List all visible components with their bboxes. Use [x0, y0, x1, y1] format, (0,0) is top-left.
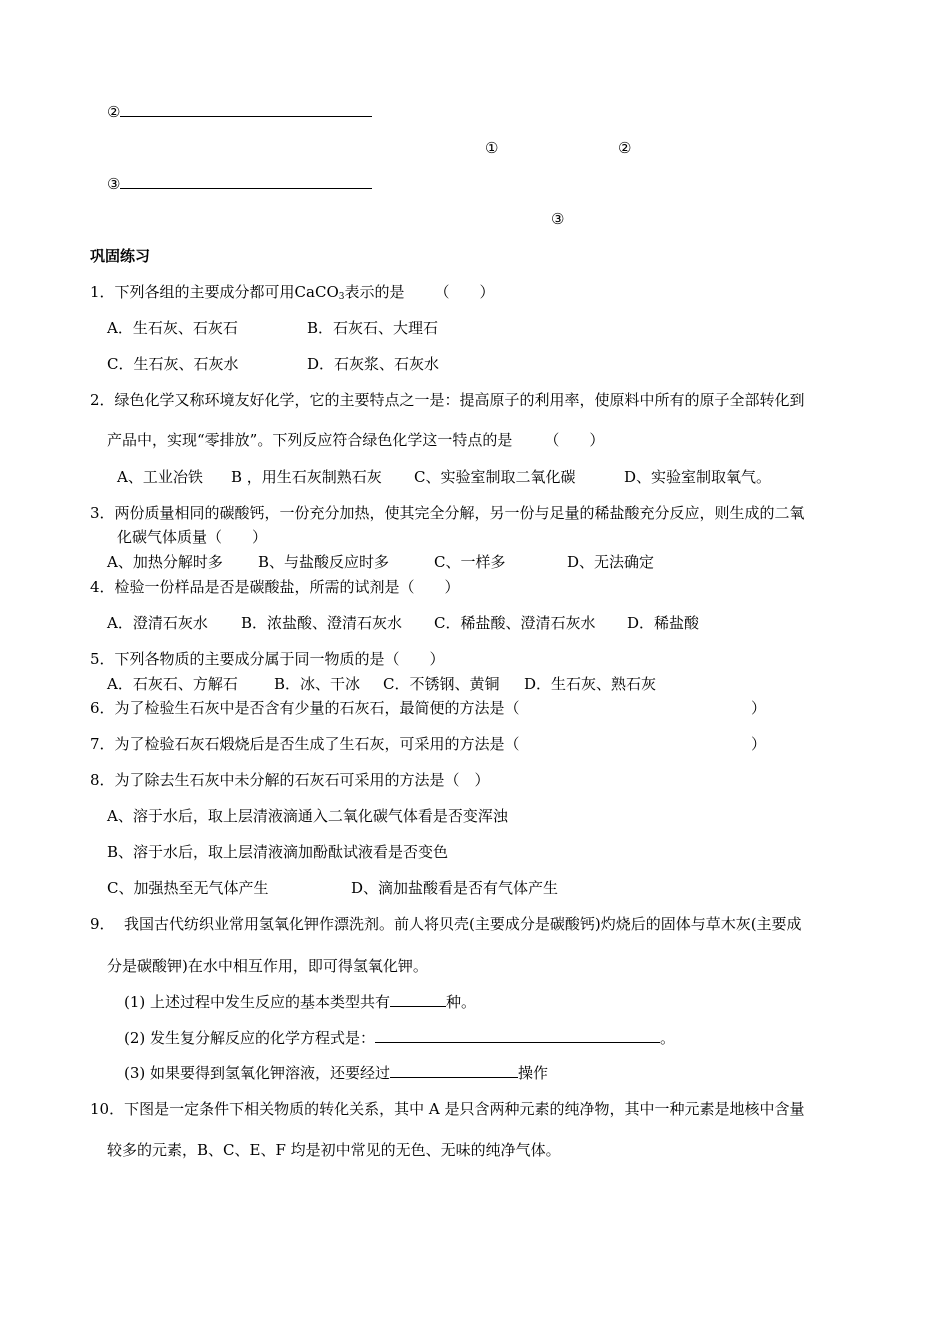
option-a: A、溶于水后，取上层清液滴通入二氧化碳气体看是否变浑浊 — [107, 807, 508, 825]
option-c: C、一样多 — [434, 553, 506, 571]
option-a: A．澄清石灰水 — [107, 614, 208, 632]
question-2: 2．绿色化学又称环境友好化学，它的主要特点之一是：提高原子的利用率，使原料中所有的原子全部转化到 — [90, 391, 805, 409]
option-c: C、实验室制取二氧化碳 — [414, 468, 576, 486]
option-b: B．浓盐酸、澄清石灰水 — [241, 614, 403, 632]
question-10: 10．下图是一定条件下相关物质的转化关系，其中 A 是只含两种元素的纯净物，其中一种元素是地核中含量 — [90, 1100, 805, 1118]
answer-blank[interactable] — [375, 1028, 660, 1043]
option-c: C．生石灰、石灰水 — [107, 355, 239, 373]
question-9-line2: 分是碳酸钾)在水中相互作用，即可得氢氧化钾。 — [107, 957, 428, 975]
question-9: 我国古代纺织业常用氢氧化钾作漂洗剂。前人将贝壳(主要成分是碳酸钙)灼烧后的固体与草木灰(主要成 — [124, 915, 802, 933]
answer-blank[interactable] — [120, 102, 372, 117]
option-b: B ，用生石灰制熟石灰 — [231, 468, 382, 486]
question-4: 4．检验一份样品是否是碳酸盐，所需的试剂是（ ） — [90, 578, 460, 596]
sub-question-text: 。 — [660, 1029, 676, 1047]
option-a: A、加热分解时多 — [107, 553, 223, 571]
option-d: D．生石灰、熟石灰 — [524, 675, 657, 693]
question-7: 7．为了检验石灰石煅烧后是否生成了生石灰，可采用的方法是（ — [90, 735, 520, 753]
figure-label-3: ③ — [551, 210, 565, 228]
option-a: A、工业冶铁 — [117, 468, 203, 486]
option-b: B．冰、干冰 — [274, 675, 361, 693]
question-text: 产品中，实现“零排放”。下列反应符合绿色化学这一特点的是 — [107, 431, 513, 449]
close-paren: ） — [751, 699, 767, 717]
question-10-line2: 较多的元素，B、C、E、F 均是初中常见的无色、无味的纯净气体。 — [107, 1141, 561, 1159]
chemical-formula: CaCO$_3$ — [294, 283, 345, 302]
sub-question-text: (3) 如果要得到氢氧化钾溶液，还要经过 — [124, 1064, 391, 1082]
question-5: 5．下列各物质的主要成分属于同一物质的是（ ） — [90, 650, 445, 668]
question-2-line2 — [107, 430, 604, 450]
option-c: C、加强热至无气体产生 — [107, 879, 269, 897]
question-text: 表示的是 — [344, 283, 405, 301]
question-3: 3．两份质量相同的碳酸钙，一份充分加热，使其完全分解，另一份与足量的稀盐酸充分反应，则生成的二氧 — [90, 504, 805, 522]
section-title: 巩固练习 — [90, 247, 151, 265]
answer-paren: （ ） — [434, 283, 495, 301]
question-6: 6．为了检验生石灰中是否含有少量的石灰石，最简便的方法是（ — [90, 699, 520, 717]
circled-number-3: ③ — [107, 175, 121, 193]
option-a: A．生石灰、石灰石 — [107, 319, 238, 337]
option-d: D．石灰浆、石灰水 — [307, 355, 440, 373]
blank-line-2 — [107, 102, 372, 122]
option-a: A．石灰石、方解石 — [107, 675, 238, 693]
question-1 — [90, 282, 495, 302]
question-9-number: 9． — [90, 915, 115, 933]
sub-question-2 — [124, 1028, 675, 1048]
sub-question-text: 操作 — [518, 1064, 549, 1082]
close-paren: ） — [751, 735, 767, 753]
question-text: 1．下列各组的主要成分都可用 — [90, 283, 295, 301]
answer-blank[interactable] — [120, 174, 372, 189]
sub-question-1 — [124, 992, 476, 1012]
option-b: B、与盐酸反应时多 — [258, 553, 390, 571]
blank-line-3 — [107, 174, 372, 194]
option-b: B．石灰石、大理石 — [307, 319, 439, 337]
option-d: D．稀盐酸 — [627, 614, 700, 632]
option-d: D、滴加盐酸看是否有气体产生 — [351, 879, 559, 897]
circled-number-2: ② — [107, 103, 121, 121]
answer-blank[interactable] — [390, 1063, 518, 1078]
figure-label-2: ② — [618, 139, 632, 157]
sub-question-text: 种。 — [446, 993, 477, 1011]
sub-question-text: (2) 发生复分解反应的化学方程式是： — [124, 1029, 376, 1047]
option-d: D、无法确定 — [567, 553, 655, 571]
answer-paren: （ ） — [544, 431, 605, 449]
option-d: D、实验室制取氧气。 — [624, 468, 772, 486]
figure-label-1: ① — [485, 139, 499, 157]
sub-question-3 — [124, 1063, 548, 1083]
option-b: B、溶于水后，取上层清液滴加酚酞试液看是否变色 — [107, 843, 449, 861]
answer-blank[interactable] — [390, 992, 446, 1007]
sub-question-text: (1) 上述过程中发生反应的基本类型共有 — [124, 993, 391, 1011]
option-c: C．稀盐酸、澄清石灰水 — [434, 614, 596, 632]
option-c: C．不锈钢、黄铜 — [383, 675, 500, 693]
question-3-line2: 化碳气体质量（ ） — [117, 528, 268, 546]
question-8: 8．为了除去生石灰中未分解的石灰石可采用的方法是（ ） — [90, 771, 490, 789]
